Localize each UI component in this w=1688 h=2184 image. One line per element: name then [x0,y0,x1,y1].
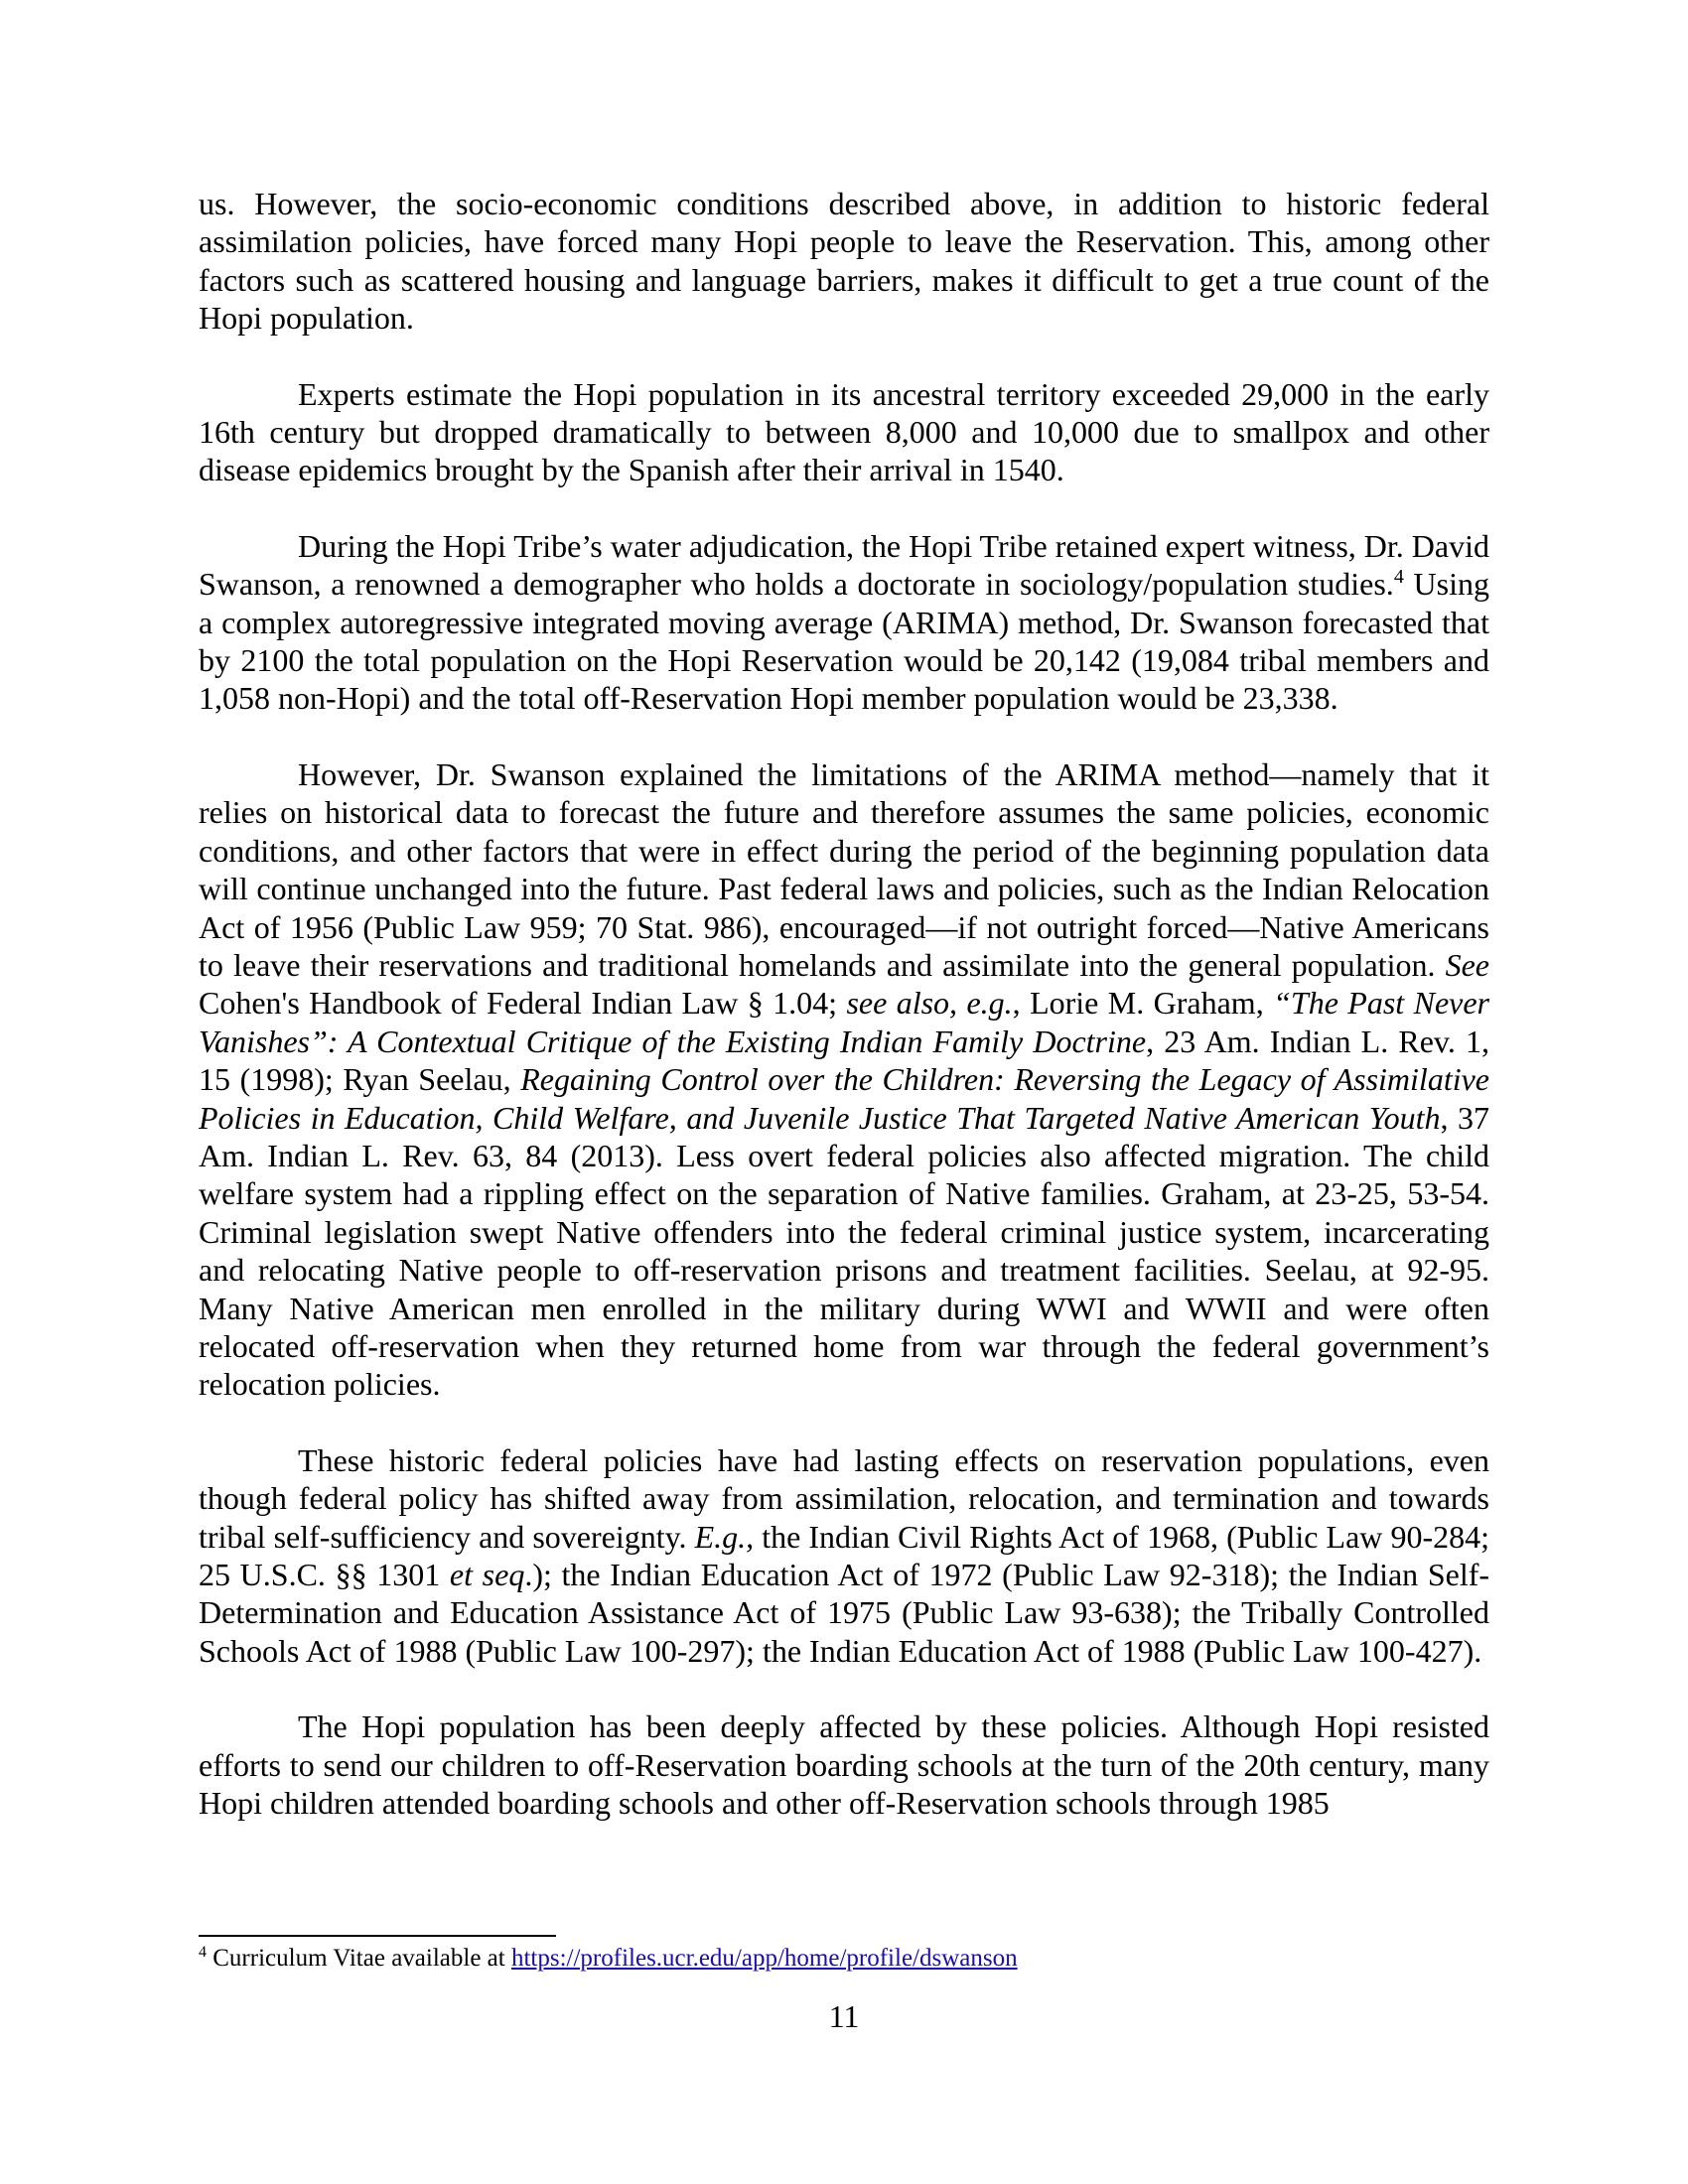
paragraph-4-text-1: However, Dr. Swanson explained the limitations of the ARIMA method—namely that it relies on historical data to forecast the future and therefore assumes the same policies, economic conditions, and other factors that were in effect during the period of the beginning population data will continue unchanged into the future. Past federal laws and policies, such as the Indian Relocation Act of 1956 (Public Law 959; 70 Stat. 986), encouraged—if not outright forced—Native Americans to leave their reservations and traditional homelands and assimilate into the general population. [199,755,1489,983]
footnote-text: Curriculum Vitae available at [207,1945,511,1972]
paragraph-3-text-a: During the Hopi Tribe’s water adjudication, the Hopi Tribe retained expert witness, Dr. David Swanson, a renowned a demographer who holds a doctorate in sociology/population studies. [199,527,1489,603]
paragraph-3 [199,527,1489,718]
signal-see: See [1445,946,1489,983]
paragraph-2-text: Experts estimate the Hopi population in its ancestral territory exceeded 29,000 in the early 16th century but dropped dramatically to between 8,000 and 10,000 due to smallpox and other disease epidemics brought by the Spanish after their arrival in 1540. [199,375,1489,488]
signal-et-seq: et seq [449,1557,525,1592]
signal-see-also: see also, e.g. [846,985,1013,1022]
paragraph-5-text-1: These historic federal policies have had lasting effects on reservation populations, even though federal policy has shifted away from assimilation, relocation, and termination and towards tribal self-sufficiency and sovereignty. [199,1441,1489,1555]
paragraph-1 [199,185,1489,338]
footnote-reference[interactable]: 4 [1393,566,1404,589]
paragraph-5-text-2: the Indian Civil Rights Act of 1968, (Public Law 90-284; 25 U.S.C. §§ 1301 [199,1518,1490,1592]
document-body [199,185,1489,1822]
footnote [199,1944,1018,1974]
paragraph-6 [199,1707,1489,1822]
paragraph-4-text-2: Cohen's Handbook of Federal Indian Law § 1.04; [199,985,847,1022]
paragraph-5 [199,1441,1489,1670]
paragraph-3-text-b: Using a complex autoregressive integrated moving average (ARIMA) method, Dr. Swanson forecasted that by 2100 the total population on the Hopi Reservation would be 20,142 (19,084 tribal members and 1,058 non-Hopi) and the total off-Reservation Hopi member population would be 23,338. [199,566,1490,717]
paragraph-1-text: us. However, the socio-economic conditions described above, in addition to historic federal assimilation policies, have forced many Hopi people to leave the Reservation. This, among other factors such as scattered housing and language barriers, makes it difficult to get a true count of the Hopi population. [199,186,1489,337]
citation-title-seelau: Regaining Control over the Children: Reversing the Legacy of Assimilative Policies in Education, Child Welfare, and Juvenile Justice That Targeted Native American Youth [199,1061,1489,1136]
signal-eg: E.g., [694,1518,755,1555]
paragraph-4-text-3: , Lorie M. Graham, [1012,985,1274,1022]
paragraph-4-text-5: , 37 Am. Indian L. Rev. 63, 84 (2013). Less overt federal policies also affected migration. The child welfare system had a rippling effect on the separation of Native families. Graham, at 23-25, 53-54. Criminal legislation swept Native offenders into the federal criminal justice system, incarcerating and relocating Native people to off-reservation prisons and treatment facilities. Seelau, at 92-95. Many Native American men enrolled in the military during WWI and WWII and were often relocated off-reservation when they returned home from war through the federal government’s relocation policies. [199,1099,1490,1403]
paragraph-5-text-3: .); the Indian Education Act of 1972 (Public Law 92-318); the Indian Self-Determination and Education Assistance Act of 1975 (Public Law 93-638); the Tribally Controlled Schools Act of 1988 (Public Law 100-297); the Indian Education Act of 1988 (Public Law 100-427). [199,1557,1490,1669]
page-number: 11 [828,1998,860,2034]
paragraph-2 [199,375,1489,489]
paragraph-4 [199,755,1489,1404]
footnote-separator [199,1935,556,1937]
paragraph-6-text: The Hopi population has been deeply affected by these policies. Although Hopi resisted efforts to send our children to off-Reservation boarding schools at the turn of the 20th century, many Hopi children attended boarding schools and other off-Reservation schools through 1985 [199,1708,1489,1822]
footnote-number: 4 [199,1944,207,1961]
citation-title-graham: “The Past Never Vanishes”: A Contextual Critique of the Existing Indian Family Doctrine [199,985,1489,1059]
footnote-link[interactable]: https://profiles.ucr.edu/app/home/profile/dswanson [510,1945,1018,1972]
paragraph-4-text-4: , 23 Am. Indian L. Rev. 1, 15 (1998); Ryan Seelau, [199,1023,1490,1098]
